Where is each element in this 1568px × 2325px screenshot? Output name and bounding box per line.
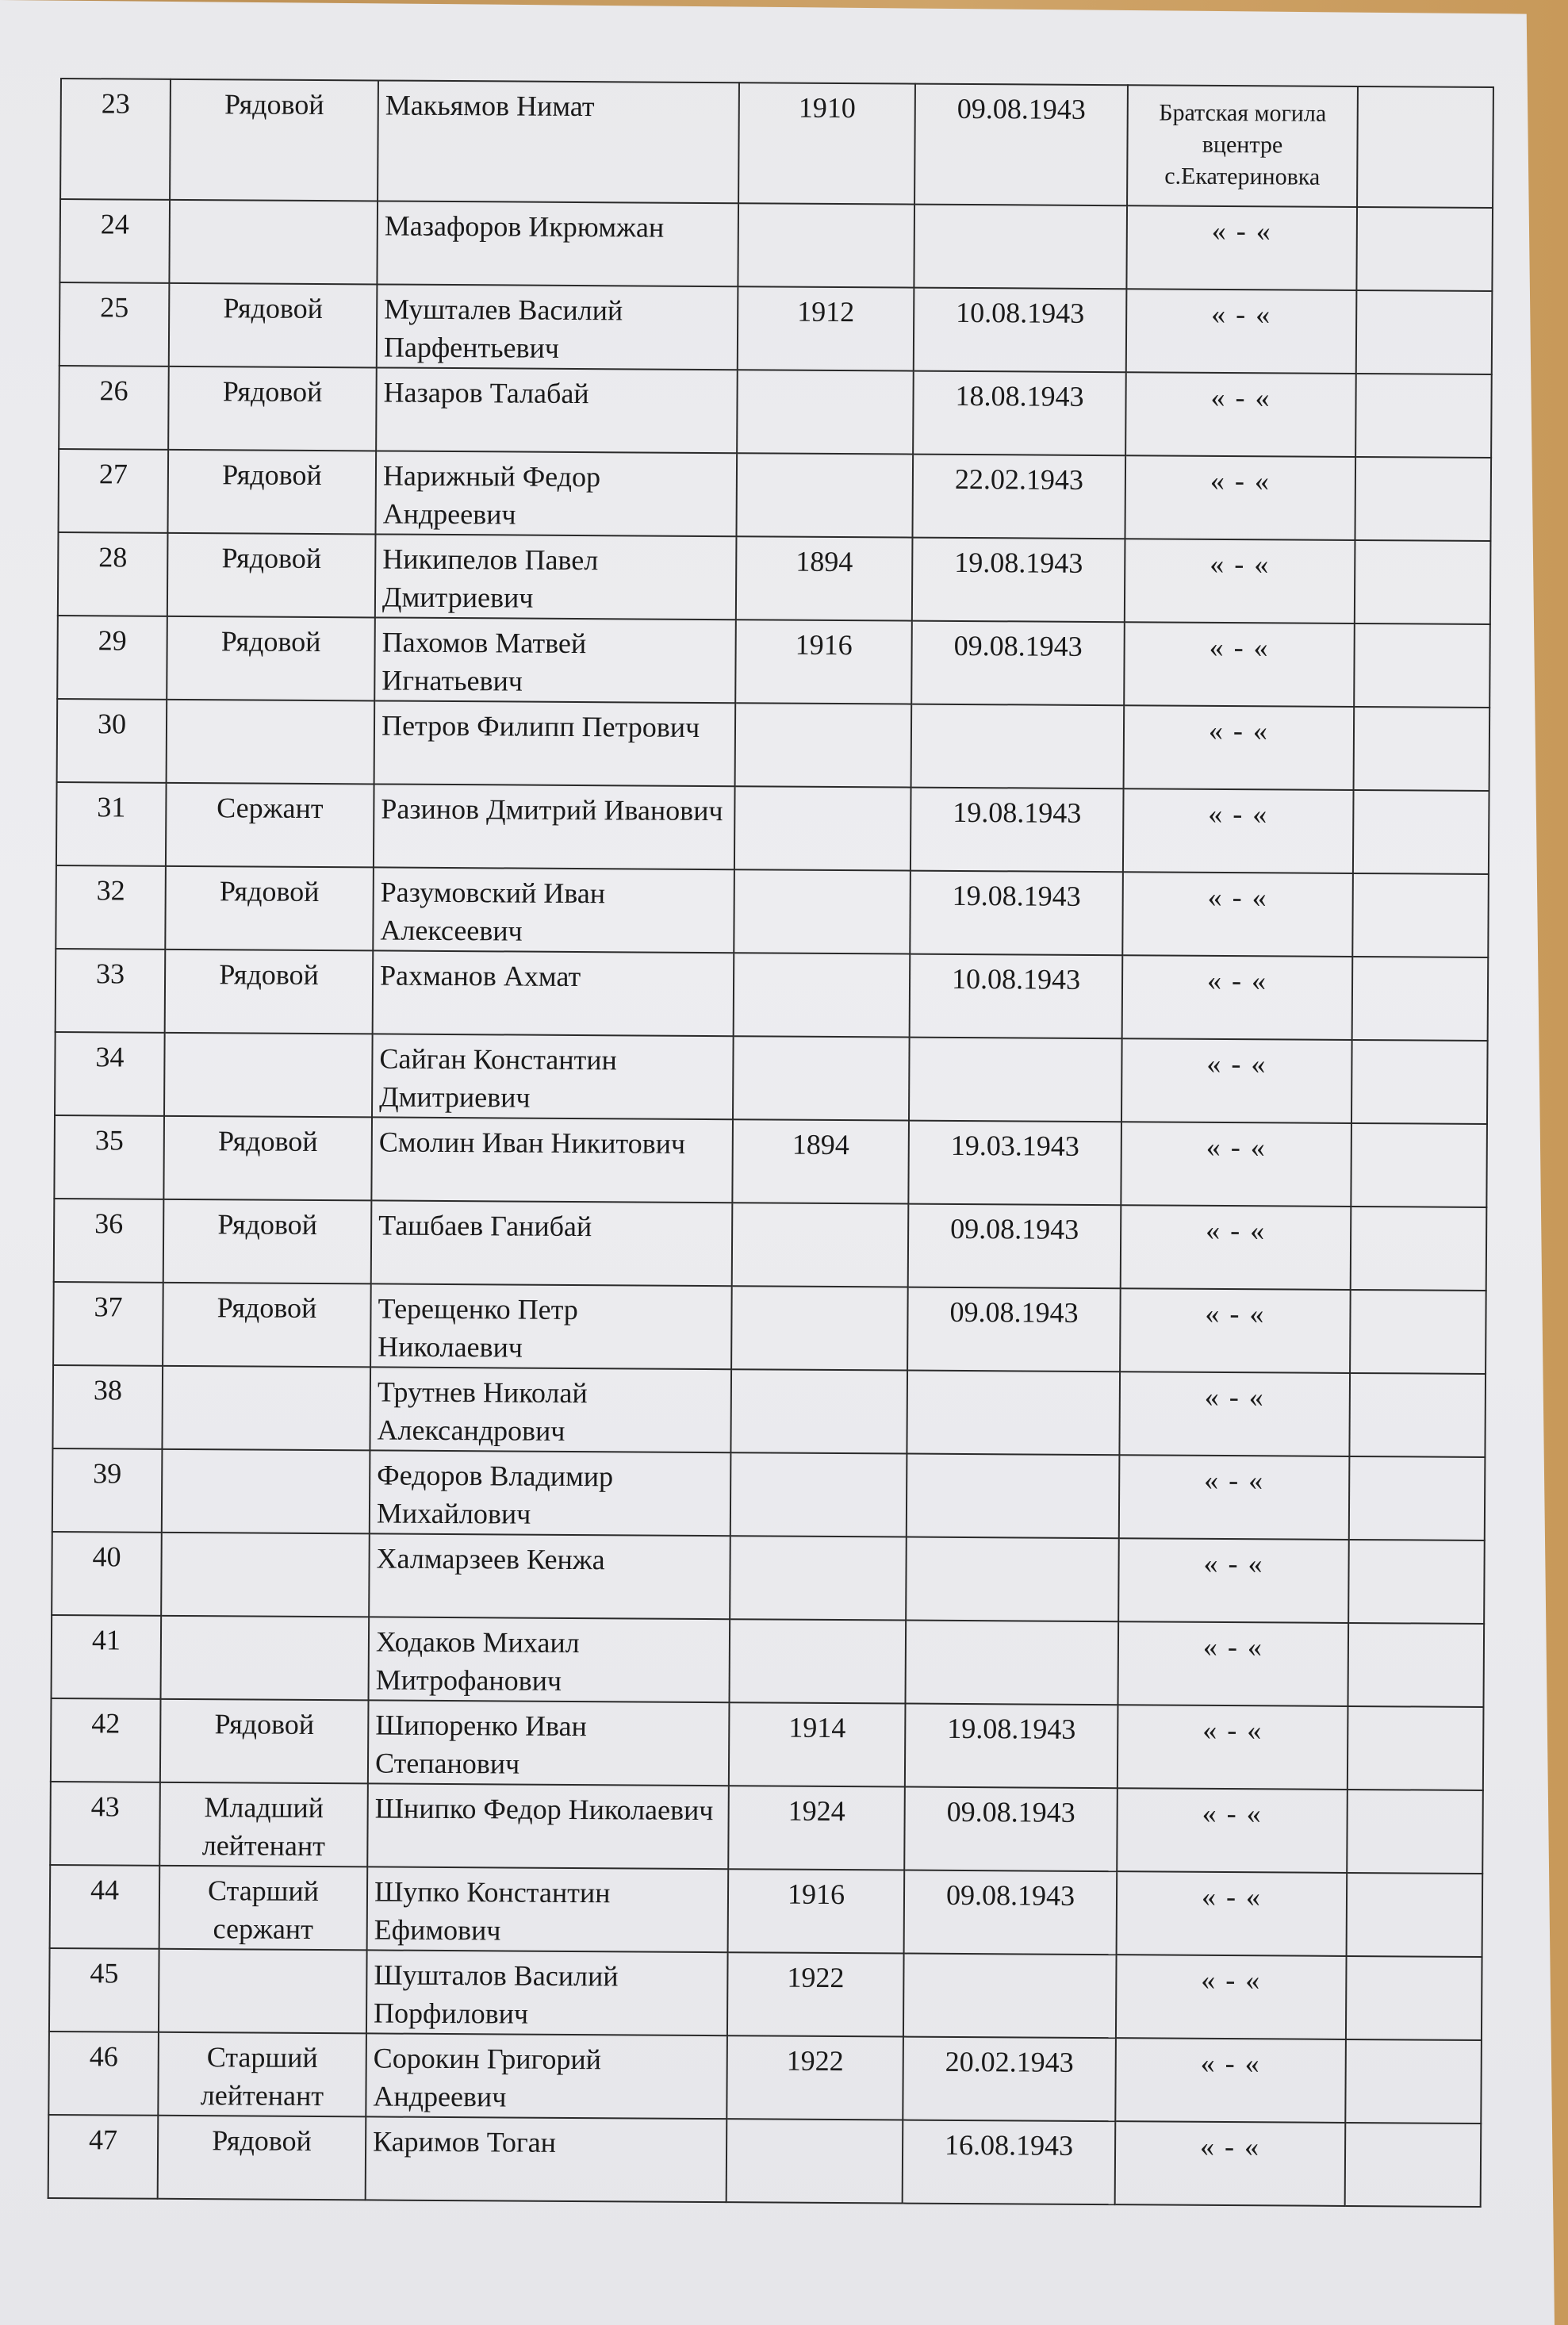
death-date — [911, 704, 1125, 789]
military-rank: Рядовой — [160, 1699, 369, 1784]
military-rank: Рядовой — [168, 366, 377, 451]
soldier-name: Рахманов Ахмат — [373, 950, 734, 1036]
birth-year — [737, 370, 914, 454]
soldier-name: Макьямов Нимат — [378, 80, 739, 203]
row-number: 26 — [59, 366, 169, 450]
row-number: 24 — [59, 199, 170, 283]
notes-cell — [1355, 374, 1492, 458]
row-number: 23 — [60, 79, 171, 200]
military-rank — [169, 200, 378, 285]
table-row — [58, 532, 1491, 624]
soldier-name: Разумовский Иван Алексеевич — [373, 867, 734, 953]
military-rank: Сержант — [166, 783, 374, 868]
military-rank: Младший лейтенант — [159, 1782, 368, 1867]
burial-place: « - « — [1125, 539, 1355, 623]
table-row — [50, 1782, 1483, 1874]
military-rank: Рядовой — [170, 79, 378, 201]
row-number: 25 — [59, 282, 170, 366]
table-row — [48, 2115, 1482, 2207]
birth-year: 1912 — [738, 286, 914, 370]
birth-year — [731, 1286, 908, 1370]
military-rank: Рядовой — [165, 866, 374, 951]
military-rank: Рядовой — [167, 533, 376, 618]
table-row — [50, 1865, 1483, 1957]
row-number: 41 — [52, 1615, 162, 1699]
death-date: 09.08.1943 — [907, 1287, 1121, 1372]
burial-place: « - « — [1122, 955, 1353, 1040]
row-number: 42 — [51, 1698, 161, 1782]
notes-cell — [1349, 1373, 1486, 1457]
notes-cell — [1348, 1623, 1484, 1707]
notes-cell — [1352, 873, 1489, 957]
notes-cell — [1351, 1040, 1488, 1124]
roster-body — [48, 79, 1493, 2207]
burial-place: « - « — [1124, 705, 1355, 790]
burial-place: « - « — [1115, 2121, 1346, 2206]
birth-year — [730, 1536, 907, 1620]
row-number: 40 — [52, 1532, 162, 1616]
death-date — [914, 205, 1127, 290]
birth-year — [736, 453, 913, 537]
table-row — [48, 2031, 1482, 2124]
row-number: 38 — [52, 1365, 163, 1449]
military-rank: Рядовой — [158, 2116, 366, 2200]
death-date: 18.08.1943 — [913, 371, 1126, 456]
notes-cell — [1355, 540, 1491, 624]
burial-place: « - « — [1126, 289, 1357, 374]
military-rank — [161, 1616, 370, 1701]
burial-place: « - « — [1122, 872, 1353, 957]
birth-year — [730, 1452, 907, 1537]
military-rank: Рядовой — [163, 1283, 371, 1368]
death-date — [909, 1038, 1122, 1122]
soldier-name: Смолин Иван Никитович — [371, 1117, 733, 1203]
burial-place: « - « — [1116, 1955, 1347, 2039]
death-date — [906, 1537, 1119, 1622]
birth-year: 1894 — [736, 536, 913, 620]
birth-year — [734, 953, 911, 1037]
soldier-name: Пахомов Матвей Игнатьевич — [374, 617, 736, 703]
row-number: 27 — [58, 449, 168, 533]
notes-cell — [1351, 1207, 1487, 1291]
death-date: 09.08.1943 — [904, 1787, 1118, 1872]
death-date: 09.08.1943 — [908, 1204, 1121, 1289]
notes-cell — [1353, 790, 1489, 874]
soldier-name: Трутнев Николай Александрович — [370, 1367, 731, 1452]
soldier-name: Халмарзеев Кенжа — [369, 1533, 730, 1619]
soldier-name: Ташбаев Ганибай — [371, 1200, 733, 1286]
row-number: 44 — [50, 1865, 160, 1949]
notes-cell — [1345, 2123, 1482, 2207]
birth-year: 1910 — [738, 82, 915, 204]
birth-year — [726, 2119, 903, 2203]
soldier-name: Петров Филипп Петрович — [374, 700, 736, 786]
burial-place: « - « — [1126, 205, 1357, 290]
table-row — [52, 1615, 1485, 1707]
soldier-name: Федоров Владимир Михайлович — [370, 1450, 731, 1536]
table-row — [55, 1032, 1488, 1124]
burial-roster-table — [48, 78, 1494, 2208]
military-rank: Рядовой — [165, 950, 374, 1034]
burial-place: « - « — [1124, 622, 1355, 707]
death-date: 19.08.1943 — [912, 538, 1125, 623]
soldier-name: Сайган Константин Дмитриевич — [372, 1034, 734, 1119]
soldier-name: Шипоренко Иван Степанович — [368, 1700, 730, 1786]
birth-year: 1916 — [728, 1869, 905, 1953]
notes-cell — [1352, 957, 1489, 1041]
row-number: 46 — [48, 2031, 159, 2116]
birth-year: 1914 — [729, 1702, 906, 1786]
birth-year — [730, 1619, 907, 1703]
soldier-name: Ходаков Михаил Митрофанович — [369, 1617, 730, 1702]
table-row — [56, 782, 1489, 874]
military-rank: Рядовой — [163, 1116, 372, 1201]
death-date: 09.08.1943 — [904, 1870, 1118, 1955]
notes-cell — [1355, 457, 1491, 541]
row-number: 37 — [53, 1282, 163, 1366]
table-row — [52, 1448, 1486, 1540]
notes-cell — [1346, 1956, 1482, 2040]
death-date: 22.02.1943 — [912, 455, 1125, 539]
notes-cell — [1354, 707, 1490, 791]
military-rank — [161, 1533, 370, 1617]
death-date: 10.08.1943 — [914, 288, 1127, 373]
burial-place: « - « — [1125, 372, 1356, 457]
birth-year: 1916 — [735, 620, 912, 704]
burial-place: « - « — [1123, 788, 1354, 873]
burial-place: « - « — [1118, 1538, 1349, 1623]
burial-place: « - « — [1121, 1205, 1351, 1290]
table-row — [59, 282, 1493, 374]
soldier-name: Сорокин Григорий Андреевич — [366, 2033, 727, 2119]
soldier-name: Терещенко Петр Николаевич — [370, 1283, 732, 1369]
row-number: 35 — [54, 1115, 164, 1199]
row-number: 47 — [48, 2115, 159, 2199]
row-number: 32 — [56, 865, 166, 950]
table-row — [58, 449, 1491, 541]
notes-cell — [1354, 623, 1490, 708]
notes-cell — [1345, 2039, 1482, 2124]
death-date: 16.08.1943 — [903, 2120, 1116, 2205]
burial-place: « - « — [1115, 2038, 1346, 2123]
birth-year — [735, 703, 912, 787]
row-number: 28 — [58, 532, 168, 616]
military-rank: Старший лейтенант — [158, 2032, 366, 2117]
notes-cell — [1350, 1290, 1486, 1374]
military-rank — [162, 1449, 370, 1534]
death-date — [907, 1454, 1120, 1539]
table-row — [51, 1698, 1484, 1790]
table-row — [56, 865, 1489, 957]
military-rank — [162, 1366, 370, 1451]
notes-cell — [1349, 1456, 1486, 1540]
burial-place: « - « — [1125, 455, 1355, 540]
table-row — [49, 1948, 1482, 2040]
row-number: 43 — [50, 1782, 160, 1866]
birth-year: 1922 — [727, 1952, 904, 2036]
burial-place: « - « — [1117, 1871, 1348, 1956]
death-date — [906, 1621, 1119, 1705]
soldier-name: Нарижный Федор Андреевич — [375, 451, 737, 536]
burial-place: « - « — [1119, 1455, 1350, 1540]
birth-year — [738, 203, 914, 287]
notes-cell — [1351, 1123, 1487, 1207]
burial-place: « - « — [1121, 1122, 1351, 1207]
military-rank: Старший сержант — [159, 1866, 368, 1951]
table-row — [59, 366, 1492, 458]
soldier-name: Шупко Константин Ефимович — [367, 1867, 729, 1952]
table-row — [53, 1282, 1486, 1374]
soldier-name: Никипелов Павел Дмитриевич — [375, 534, 737, 620]
notes-cell — [1348, 1540, 1485, 1624]
birth-year: 1924 — [728, 1786, 905, 1870]
row-number: 45 — [49, 1948, 159, 2032]
military-rank: Рядовой — [167, 616, 375, 701]
soldier-name: Шушталов Василий Порфилович — [366, 1950, 728, 2035]
table-row — [54, 1115, 1487, 1207]
notes-cell — [1357, 86, 1493, 208]
birth-year — [733, 1036, 910, 1120]
table-row — [56, 949, 1489, 1041]
death-date: 09.08.1943 — [914, 84, 1128, 206]
table-row — [59, 199, 1493, 291]
military-rank: Рядовой — [163, 1199, 372, 1284]
notes-cell — [1356, 207, 1493, 291]
table-row — [52, 1365, 1486, 1457]
birth-year — [732, 1203, 909, 1287]
death-date — [903, 1954, 1117, 2039]
soldier-name: Разинов Дмитрий Иванович — [374, 784, 735, 869]
military-rank — [167, 700, 375, 785]
military-rank — [159, 1949, 367, 2034]
soldier-name: Мазафоров Икрюмжан — [377, 201, 738, 286]
row-number: 33 — [56, 949, 166, 1033]
notes-cell — [1356, 290, 1493, 374]
death-date: 09.08.1943 — [911, 621, 1125, 706]
notes-cell — [1347, 1873, 1483, 1957]
row-number: 31 — [56, 782, 167, 866]
death-date: 19.08.1943 — [911, 788, 1124, 873]
burial-place: Братская могила вцентре с.Екатериновка — [1127, 85, 1358, 207]
birth-year — [730, 1369, 907, 1453]
soldier-name: Назаров Талабай — [376, 367, 738, 453]
burial-place: « - « — [1117, 1788, 1348, 1873]
burial-place: « - « — [1118, 1705, 1348, 1790]
birth-year — [734, 786, 911, 870]
table-row — [57, 699, 1490, 791]
burial-place: « - « — [1119, 1372, 1350, 1456]
birth-year — [734, 869, 911, 953]
row-number: 36 — [54, 1199, 164, 1283]
row-number: 29 — [57, 616, 167, 700]
death-date: 10.08.1943 — [910, 954, 1123, 1039]
table-row — [57, 616, 1490, 708]
death-date — [907, 1371, 1120, 1456]
death-date: 19.08.1943 — [905, 1704, 1118, 1789]
military-rank: Рядовой — [167, 450, 376, 535]
row-number: 34 — [55, 1032, 165, 1116]
table-row — [54, 1199, 1487, 1291]
birth-year: 1894 — [732, 1119, 909, 1203]
table-row — [52, 1532, 1485, 1624]
notes-cell — [1347, 1790, 1483, 1874]
military-rank — [164, 1033, 373, 1118]
soldier-name: Шнипко Федор Николаевич — [367, 1783, 729, 1869]
death-date: 19.03.1943 — [908, 1121, 1121, 1206]
death-date: 19.08.1943 — [910, 871, 1123, 956]
birth-year: 1922 — [726, 2035, 903, 2120]
soldier-name: Мушталев Василий Парфентьевич — [377, 284, 738, 370]
burial-place: « - « — [1118, 1621, 1348, 1706]
table-row — [60, 79, 1493, 208]
death-date: 20.02.1943 — [903, 2037, 1116, 2122]
row-number: 39 — [52, 1448, 163, 1533]
military-rank: Рядовой — [169, 283, 378, 368]
burial-place: « - « — [1121, 1038, 1352, 1123]
burial-place: « - « — [1120, 1288, 1351, 1373]
row-number: 30 — [57, 699, 167, 783]
notes-cell — [1348, 1706, 1484, 1790]
soldier-name: Каримов Тоган — [366, 2116, 727, 2202]
